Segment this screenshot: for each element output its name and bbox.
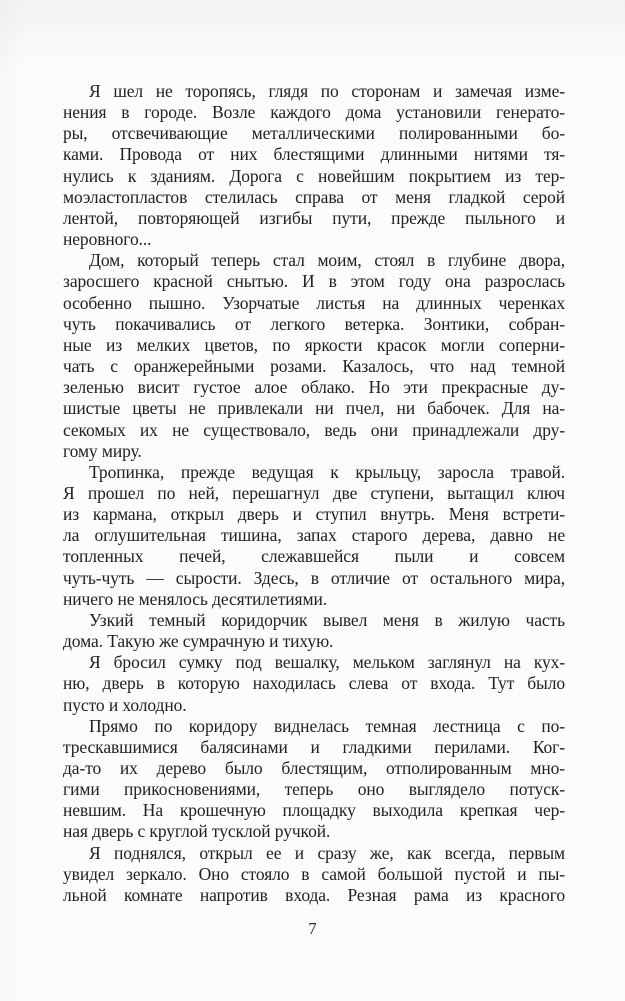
text-line: гими прикосновениями, теперь оно выглядело потуск-: [63, 779, 565, 800]
text-line: Я поднялся, открыл ее и сразу же, как всегда, первым: [89, 842, 565, 863]
text-line: Я прошел по ней, перешагнул две ступени, вытащил ключ: [63, 482, 565, 503]
text-line: топленных печей, слежавшейся пыли и совсем: [63, 546, 565, 567]
text-line: невшим. На крошечную площадку выходила крепкая чер-: [63, 800, 565, 821]
paragraph: [63, 462, 565, 610]
text-line: ры, отсвечивающие металлическими полированными бо-: [63, 123, 565, 144]
text-line: ная дверь с круглой тусклой ручкой.: [63, 821, 331, 842]
text-line: ками. Провода от них блестящими длинными нитями тя-: [63, 144, 565, 165]
text-line: лентой, повторяющей изгибы пути, прежде пыльного и: [63, 207, 565, 228]
text-line: да-то их дерево было блестящим, отполированным мно-: [63, 758, 565, 778]
text-line: Я бросил сумку под вешалку, мельком заглянул на кух-: [89, 652, 565, 673]
text-line: секомых их не существовало, ведь они принадлежали дру-: [63, 419, 565, 440]
text-line: заросшего красной снытью. И в этом году она разрослась: [63, 271, 565, 292]
paragraph: [63, 250, 565, 462]
text-line: нулись к зданиям. Дорога с новейшим покрытием из тер-: [63, 165, 565, 186]
text-line: Дом, который теперь стал моим, стоял в глубине двора,: [89, 250, 565, 271]
text-line: ничего не менялось десятилетиями.: [63, 588, 327, 609]
text-line: гому миру.: [63, 440, 142, 461]
text-line: чуть покачивались от легкого ветерка. Зонтики, собран-: [63, 313, 565, 334]
paragraph: [63, 652, 565, 715]
text-line: чать с оранжерейными розами. Казалось, что над темной: [63, 356, 565, 377]
text-line: ню, дверь в которую находилась слева от входа. Тут было: [63, 673, 565, 694]
text-line: пусто и холодно.: [63, 694, 187, 715]
text-line: неровного...: [63, 229, 152, 250]
text-line: чуть-чуть — сырости. Здесь, в отличие от остального мира,: [63, 567, 565, 588]
text-line: моэластопластов стелилась справа от меня гладкой серой: [63, 186, 565, 207]
paragraph: [63, 716, 565, 843]
text-line: особенно пышно. Узорчатые листья на длинных черенках: [63, 292, 565, 313]
text-line: Прямо по коридору виднелась темная лестница с по-: [89, 715, 565, 736]
text-line: Я шел не торопясь, глядя по сторонам и замечая изме-: [89, 81, 565, 101]
text-line: трескавшимися балясинами и гладкими перилами. Ког-: [63, 736, 565, 757]
text-line: льной комнате напротив входа. Резная рама из красного: [63, 884, 565, 905]
text-line: ла оглушительная тишина, запах старого дерева, давно не: [63, 525, 565, 546]
text-line: зеленью висит густое алое облако. Но эти прекрасные ду-: [63, 377, 565, 398]
page-number: 7: [308, 919, 317, 938]
text-line: нения в городе. Возле каждого дома установили генерато-: [63, 102, 565, 123]
text-line: ные из мелких цветов, по яркости красок могли соперни-: [63, 334, 565, 355]
text-line: из кармана, открыл дверь и ступил внутрь. Меня встрети-: [63, 504, 565, 525]
page-text: [63, 81, 565, 906]
text-line: Тропинка, прежде ведущая к крыльцу, заросла травой.: [89, 461, 565, 482]
paragraph: [63, 81, 565, 250]
paragraph: [63, 843, 565, 906]
text-line: шистые цветы не привлекали ни пчел, ни бабочек. Для на-: [63, 398, 565, 419]
text-line: дома. Такую же сумрачную и тихую.: [63, 631, 334, 652]
text-line: Узкий темный коридорчик вывел меня в жилую часть: [89, 609, 565, 630]
paragraph: [63, 610, 565, 652]
text-line: увидел зеркало. Оно стояло в самой большой пустой и пы-: [63, 863, 565, 884]
